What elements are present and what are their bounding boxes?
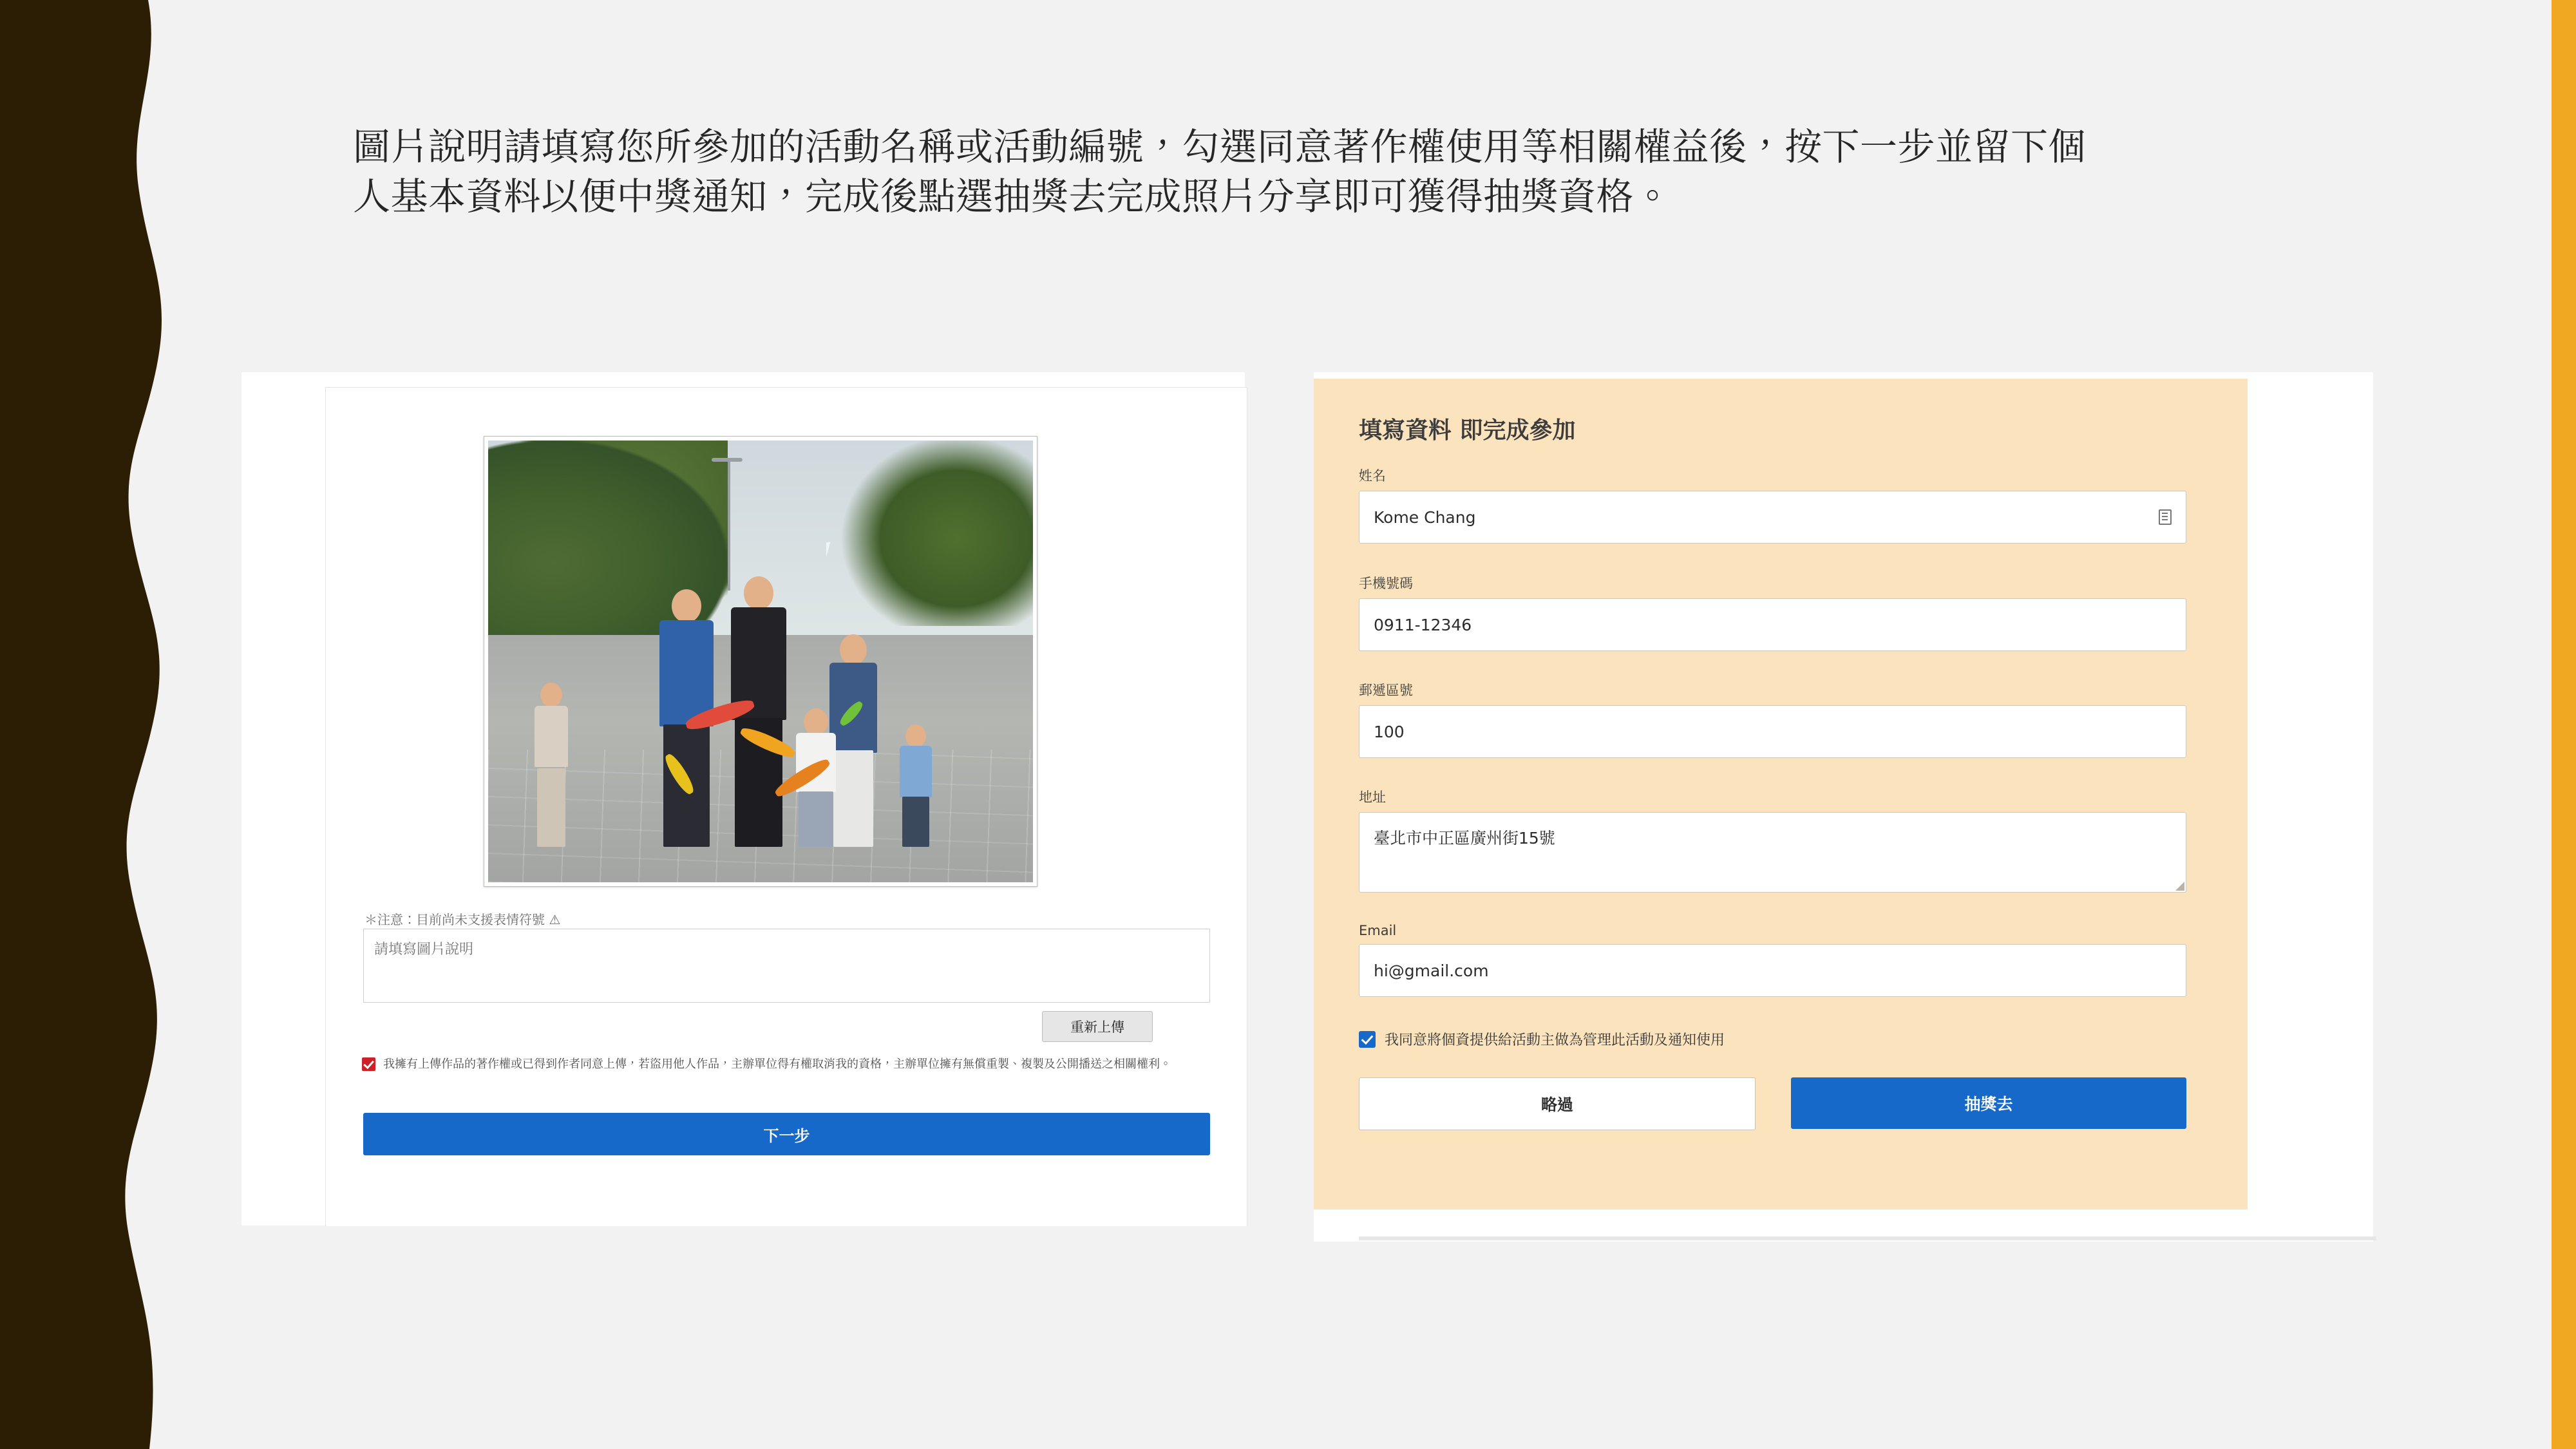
field-email-label: Email — [1359, 923, 1397, 938]
uploaded-photo-frame[interactable] — [484, 436, 1037, 887]
phone-input-value: 0911-12346 — [1374, 615, 1472, 634]
field-zip — [1359, 680, 2186, 758]
zip-input-value: 100 — [1374, 722, 1405, 741]
panel-bottom-edge — [1359, 1236, 2376, 1240]
reupload-button[interactable]: 重新上傳 — [1042, 1011, 1153, 1042]
upload-step-card — [242, 372, 1245, 1226]
decorative-left-band — [0, 0, 193, 1449]
upload-step-inner — [325, 387, 1247, 1226]
screenshot-composite — [242, 372, 2373, 1242]
phone-input[interactable] — [1359, 598, 2186, 651]
field-address — [1359, 787, 2186, 893]
field-phone-label: 手機號碼 — [1359, 576, 1413, 591]
name-input[interactable] — [1359, 491, 2186, 544]
contact-card-icon[interactable] — [2159, 509, 2172, 525]
photo-note: ＊注意：目前尚未支援表情符號 ⚠ — [365, 912, 561, 927]
field-phone — [1359, 573, 2186, 651]
submit-lottery-button[interactable]: 抽獎去 — [1791, 1077, 2186, 1129]
name-input-value: Kome Chang — [1374, 507, 1476, 527]
copyright-consent-row[interactable] — [362, 1056, 1212, 1073]
next-step-button[interactable]: 下一步 — [363, 1113, 1210, 1155]
address-input-value: 臺北市中正區廣州街15號 — [1374, 829, 1555, 848]
privacy-agree-row[interactable] — [1359, 1029, 1725, 1049]
privacy-agree-label: 我同意將個資提供給活動主做為管理此活動及通知使用 — [1385, 1032, 1725, 1048]
skip-button[interactable]: 略過 — [1359, 1077, 1756, 1130]
field-email — [1359, 923, 2186, 997]
address-input[interactable] — [1359, 812, 2186, 893]
uploaded-photo — [488, 440, 1033, 882]
email-input[interactable] — [1359, 944, 2186, 997]
email-input-value: hi@gmail.com — [1374, 961, 1489, 980]
accent-bar-right — [2552, 0, 2576, 1449]
form-action-row — [1359, 1077, 2186, 1130]
form-title: 填寫資料 即完成參加 — [1359, 417, 1576, 444]
copyright-consent-label: 我擁有上傳作品的著作權或已得到作者同意上傳，若盜用他人作品，主辦單位得有權取消我的資格，主辦單位擁有無償重製、複製及公開播送之相關權利。 — [383, 1057, 1171, 1071]
field-name — [1359, 466, 2186, 544]
field-address-label: 地址 — [1359, 790, 1386, 805]
participant-form-panel — [1314, 379, 2248, 1209]
copyright-consent-checkbox[interactable] — [362, 1057, 375, 1071]
photo-description-input[interactable] — [363, 929, 1210, 1003]
zip-input[interactable] — [1359, 705, 2186, 758]
field-name-label: 姓名 — [1359, 468, 1386, 484]
form-step-card — [1314, 372, 2373, 1242]
page-title: 圖片說明請填寫您所參加的活動名稱或活動編號，勾選同意著作權使用等相關權益後，按下一步並留下個人基本資料以便中獎通知，完成後點選抽獎去完成照片分享即可獲得抽獎資格。 — [353, 125, 2087, 219]
field-zip-label: 郵遞區號 — [1359, 683, 1413, 698]
privacy-agree-checkbox[interactable] — [1359, 1031, 1376, 1048]
